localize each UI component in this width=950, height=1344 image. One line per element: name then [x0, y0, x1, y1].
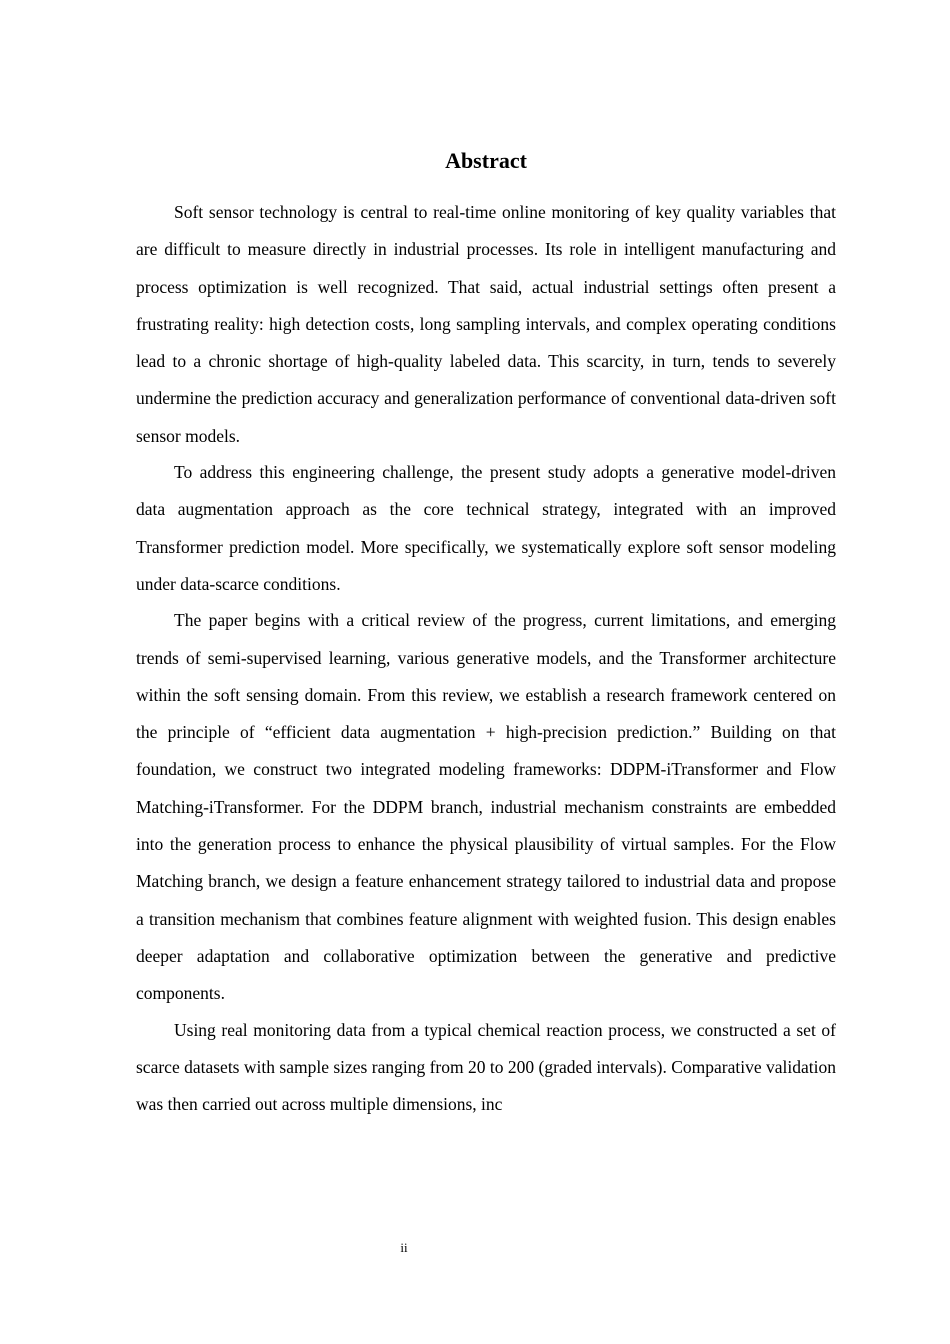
abstract-body	[136, 194, 836, 1123]
page-number: ii	[400, 1240, 408, 1255]
abstract-paragraph-1: Soft sensor technology is central to real-time online monitoring of key quality variables that are difficult to measure directly in industrial processes. Its role in intelligent manufacturing and process optimization is well recognized. That said, actual industrial settings often present a frustrating reality: high detection costs, long sampling intervals, and complex operating conditions lead to a chronic shortage of high-quality labeled data. This scarcity, in turn, tends to severely undermine the prediction accuracy and generalization performance of conventional data-driven soft sensor models.	[136, 202, 836, 446]
abstract-paragraph-4: Using real monitoring data from a typical chemical reaction process, we constructed a set of scarce datasets with sample sizes ranging from 20 to 200 (graded intervals). Comparative validation was then carried out across multiple dimensions, inc	[136, 1019, 836, 1115]
abstract-paragraph-2: To address this engineering challenge, the present study adopts a generative model-driven data augmentation approach as the core technical strategy, integrated with an improved Transformer prediction model. More specifically, we systematically explore soft sensor modeling under data-scarce conditions.	[136, 462, 836, 594]
abstract-paragraph-3: The paper begins with a critical review of the progress, current limitations, and emerging trends of semi-supervised learning, various generative models, and the Transformer architecture within the soft sensing domain. From this review, we establish a research framework centered on the principle of “efficient data augmentation + high-precision prediction.” Building on that foundation, we construct two integrated modeling frameworks: DDPM-iTransformer and Flow Matching-iTransformer. For the DDPM branch, industrial mechanism constraints are embedded into the generation process to enhance the physical plausibility of virtual samples. For the Flow Matching branch, we design a feature enhancement strategy tailored to industrial data and propose a transition mechanism that combines feature alignment with weighted fusion. This design enables deeper adaptation and collaborative optimization between the generative and predictive components.	[136, 610, 836, 1004]
abstract-title: Abstract	[445, 148, 527, 173]
